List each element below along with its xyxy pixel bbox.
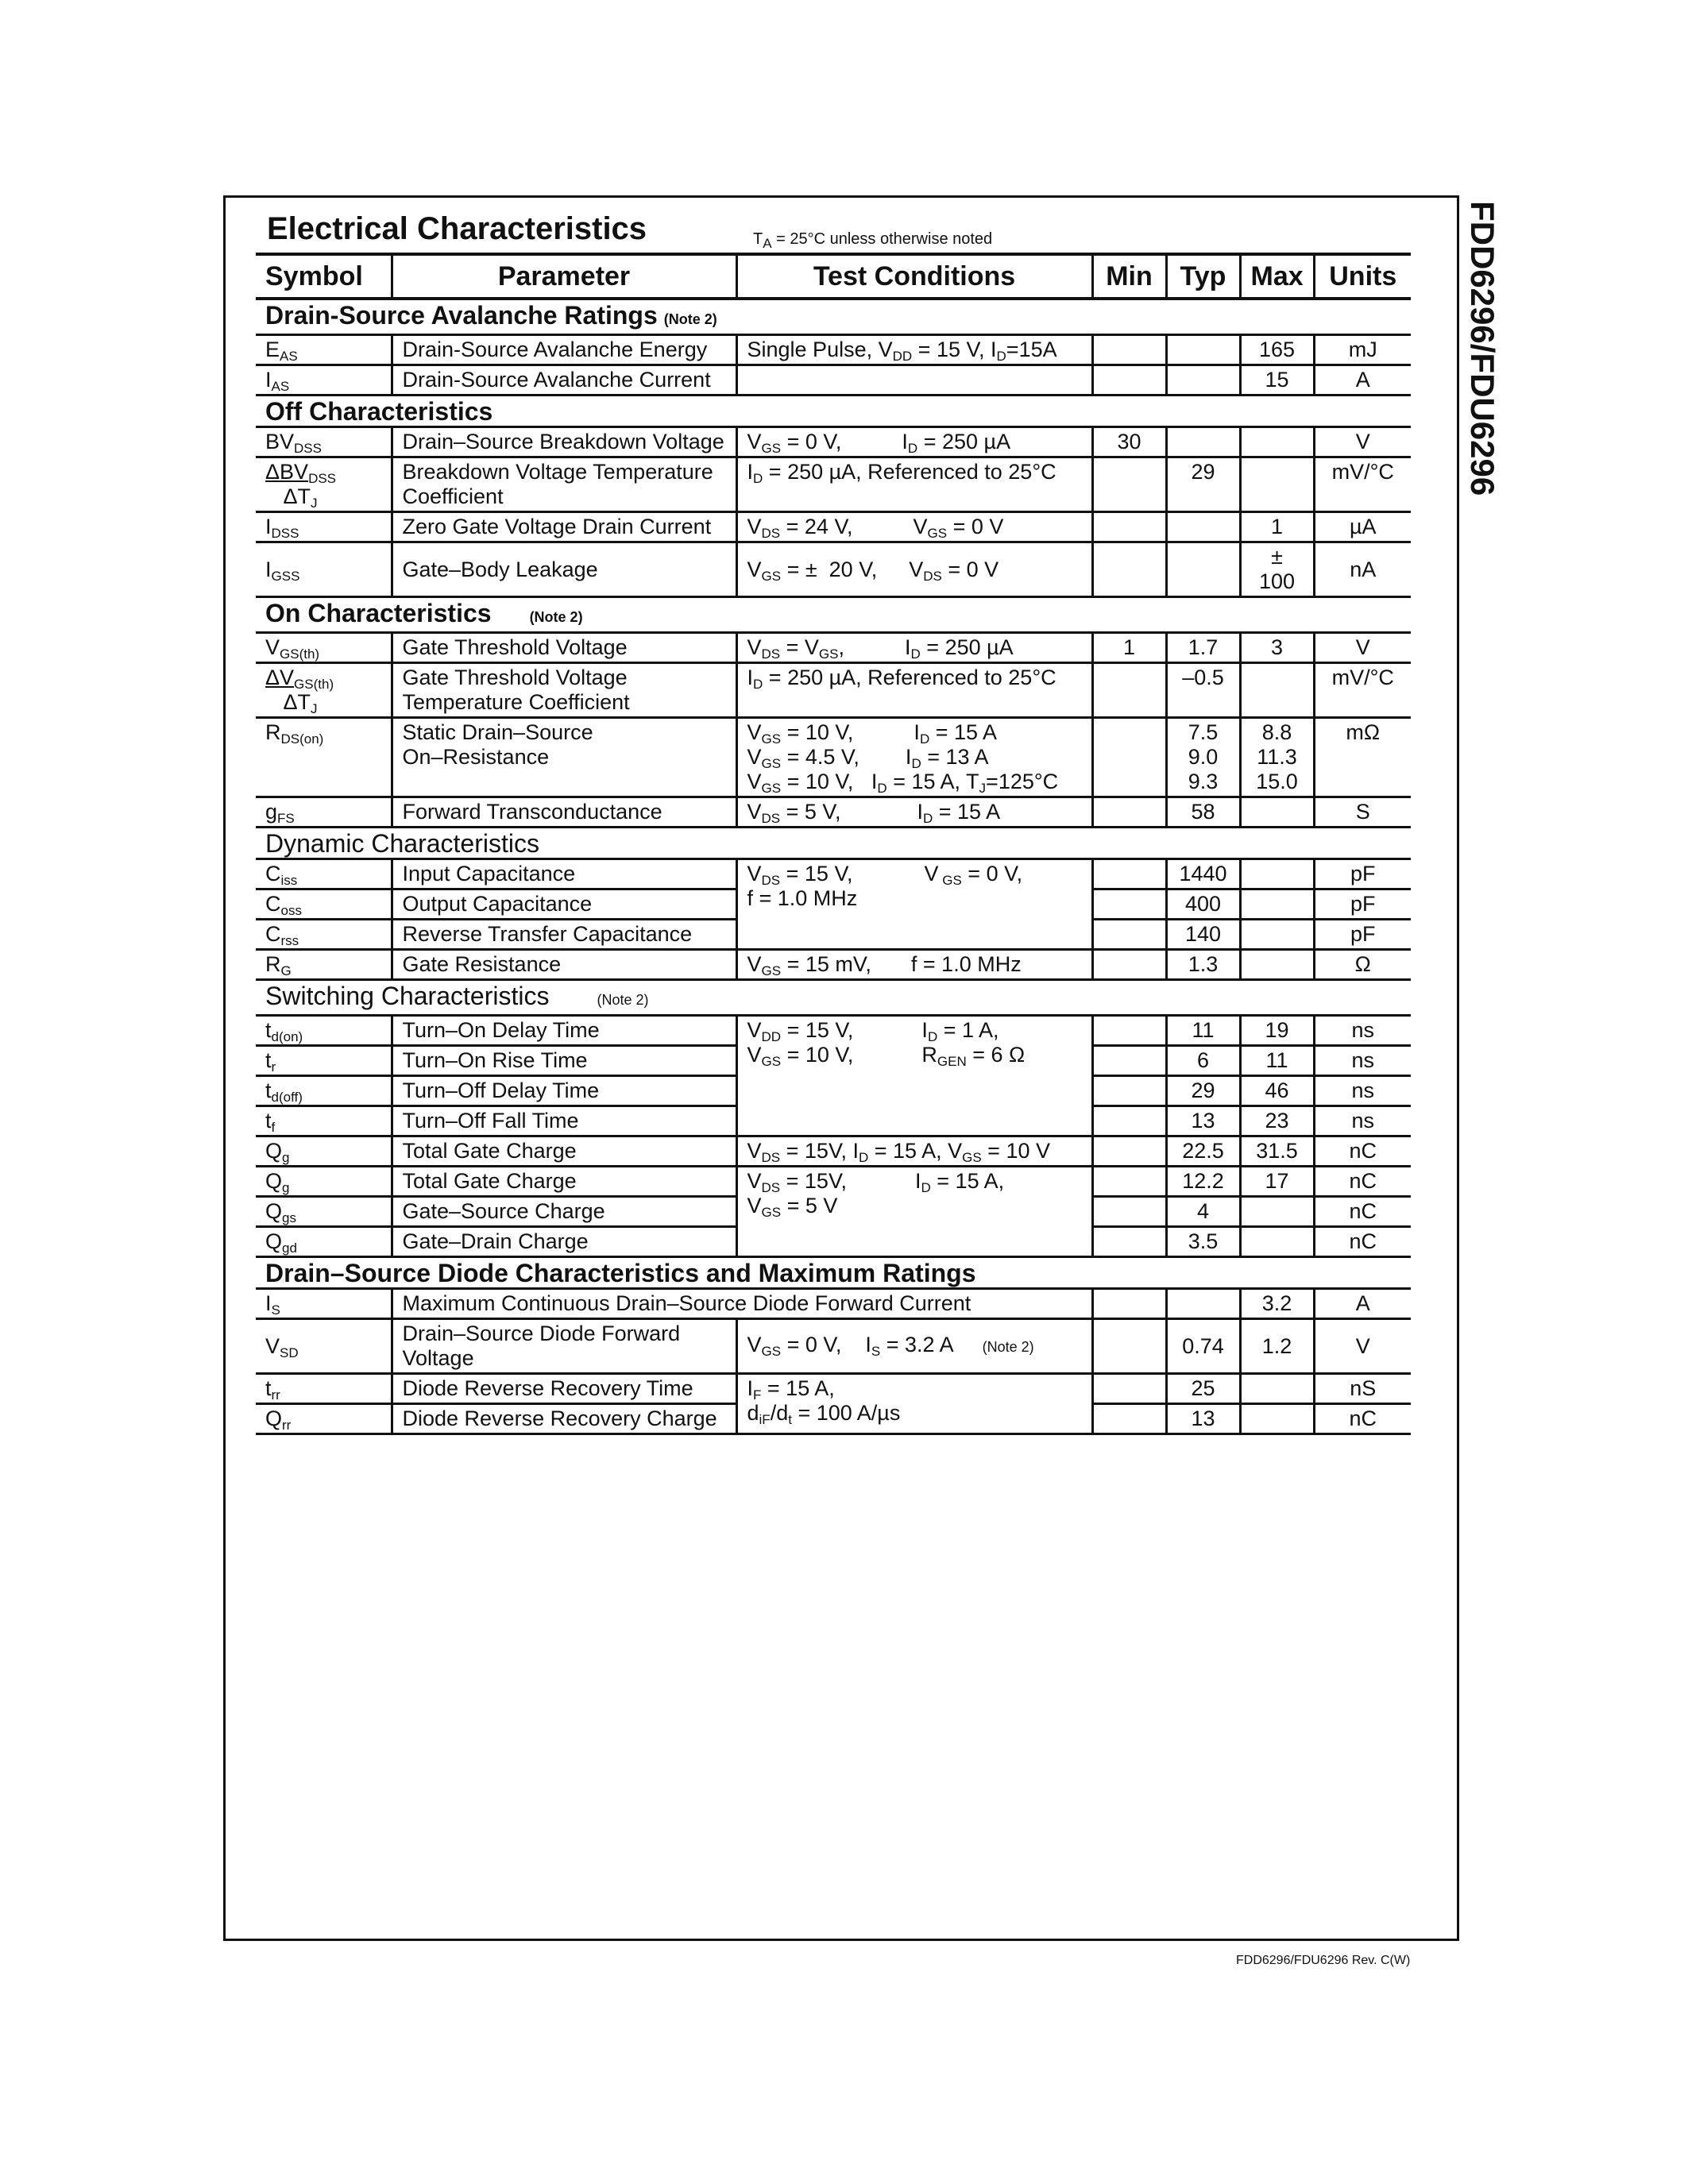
section-on: On Characteristics (Note 2) [256,597,1411,633]
table-row: $t_{d(off)}$ Turn–Off Delay Time 29 46 ns [256,1076,1411,1106]
table-row: $I_{DSS}$ Zero Gate Voltage Drain Current $V_{DS} = 24$ V, $V_{GS} = 0$ V 1 µA [256,512,1411,542]
table-row: $t_r$ Turn–On Rise Time 6 11 ns [256,1046,1411,1076]
col-conditions: Test Conditions [736,254,1092,299]
table-row: $V_{SD}$ Drain–Source Diode Forward Voltage $V_{GS} = 0$ V, $I_S = 3.2$ A (Note 2) 0.74 1.2 V [256,1319,1411,1374]
col-parameter: Parameter [392,254,736,299]
table-row: $Q_g$ Total Gate Charge $V_{DS} = 15V$, $I_D = 15$ A, $V_{GS} = 5$ V 12.2 17 nC [256,1167,1411,1197]
table-row: $E_{AS}$ Drain-Source Avalanche Energy Single Pulse, $V_{DD} = 15$ V, $I_D=15A$ 165 mJ [256,335,1411,365]
table-row: $C_{iss}$ Input Capacitance $V_{DS} = 15$ V, V $_{GS}$ = 0 V, f = 1.0 MHz 1440 pF [256,859,1411,889]
section-off: Off Characteristics [256,396,1411,427]
electrical-characteristics-table [256,253,1411,1435]
table-row: $BV_{DSS}$ Drain–Source Breakdown Voltage $V_{GS} = 0$ V, $I_D = 250$ µA 30 V [256,427,1411,457]
table-row: $Q_g$ Total Gate Charge $V_{DS} = 15V$, $I_D = 15$ A, $V_{GS} = 10$ V 22.5 31.5 nC [256,1136,1411,1167]
table-row: $t_{d(on)}$ Turn–On Delay Time $V_{DD} = 15$ V, $I_D = 1$ A, $V_{GS} = 10$ V, $R_{GEN} = 6$ Ω 11 19 ns [256,1016,1411,1046]
section-switching: Switching Characteristics (Note 2) [256,980,1411,1016]
table-row: $\Delta BV_{DSS}$ $\Delta T_J$ Breakdown Voltage Temperature Coefficient $I_D = 250$ µA, Referenced to 25°C 29 mV/°C [256,457,1411,512]
col-typ: Typ [1166,254,1240,299]
section-heading: Electrical Characteristics [267,211,647,246]
col-min: Min [1092,254,1166,299]
table-row: $C_{rss}$ Reverse Transfer Capacitance 140 pF [256,920,1411,950]
table-row: $I_{GSS}$ Gate–Body Leakage $V_{GS}$ = ± 20 V, $V_{DS} = 0$ V ± 100 nA [256,542,1411,597]
table-row: $Q_{gd}$ Gate–Drain Charge 3.5 nC [256,1227,1411,1257]
table-row: $I_{AS}$ Drain-Source Avalanche Current 15 A [256,365,1411,396]
table-row: $Q_{rr}$ Diode Reverse Recovery Charge 13 nC [256,1404,1411,1434]
side-part-title: FDD6296/FDU6296 [1464,201,1501,496]
table-row: $V_{GS(th)}$ Gate Threshold Voltage $V_{DS} = V_{GS}$, $I_D = 250$ µA 1 1.7 3 V [256,633,1411,663]
col-symbol: Symbol [256,254,392,299]
section-avalanche: Drain-Source Avalanche Ratings (Note 2) [256,299,1411,335]
table-row: $\Delta V_{GS(th)}$ $\Delta T_J$ Gate Threshold Voltage Temperature Coefficient $I_D = 250$ µA, Referenced to 25°C –0.5 mV/°C [256,663,1411,718]
table-row: $t_f$ Turn–Off Fall Time 13 23 ns [256,1106,1411,1136]
table-row: $C_{oss}$ Output Capacitance 400 pF [256,889,1411,920]
footer-revision: FDD6296/FDU6296 Rev. C(W) [1236,1954,1411,1967]
table-row: $Q_{gs}$ Gate–Source Charge 4 nC [256,1197,1411,1227]
heading-condition: $T_A = 25^\circ C$ unless otherwise noted [753,230,993,251]
section-diode: Drain–Source Diode Characteristics and Maximum Ratings [256,1257,1411,1289]
table-row: $t_{rr}$ Diode Reverse Recovery Time $I_F = 15$ A, $d_{iF}/d_t = 100$ A/µs 25 nS [256,1374,1411,1404]
table-row: $I_S$ Maximum Continuous Drain–Source Diode Forward Current 3.2 A [256,1289,1411,1319]
col-max: Max [1240,254,1314,299]
table-row: $R_G$ Gate Resistance $V_{GS} = 15$ mV, f = 1.0 MHz 1.3 Ω [256,950,1411,980]
table-row: $R_{DS(on)}$ Static Drain–Source On–Resistance $V_{GS} = 10$ V, $I_D = 15$ A $V_{GS} = 4.5$ V, $I_D = 13$ A $V_{GS} = 10$ V, $I_D = 15$ A, $T_J=125^\circ C$ 7.5 9.0 9.3 8.8 11.3 15.0 mΩ [256,718,1411,797]
header-row [256,254,1411,299]
section-dynamic: Dynamic Characteristics [256,828,1411,859]
table-row: $g_{FS}$ Forward Transconductance $V_{DS} = 5$ V, $I_D = 15$ A 58 S [256,797,1411,828]
col-units: Units [1314,254,1411,299]
